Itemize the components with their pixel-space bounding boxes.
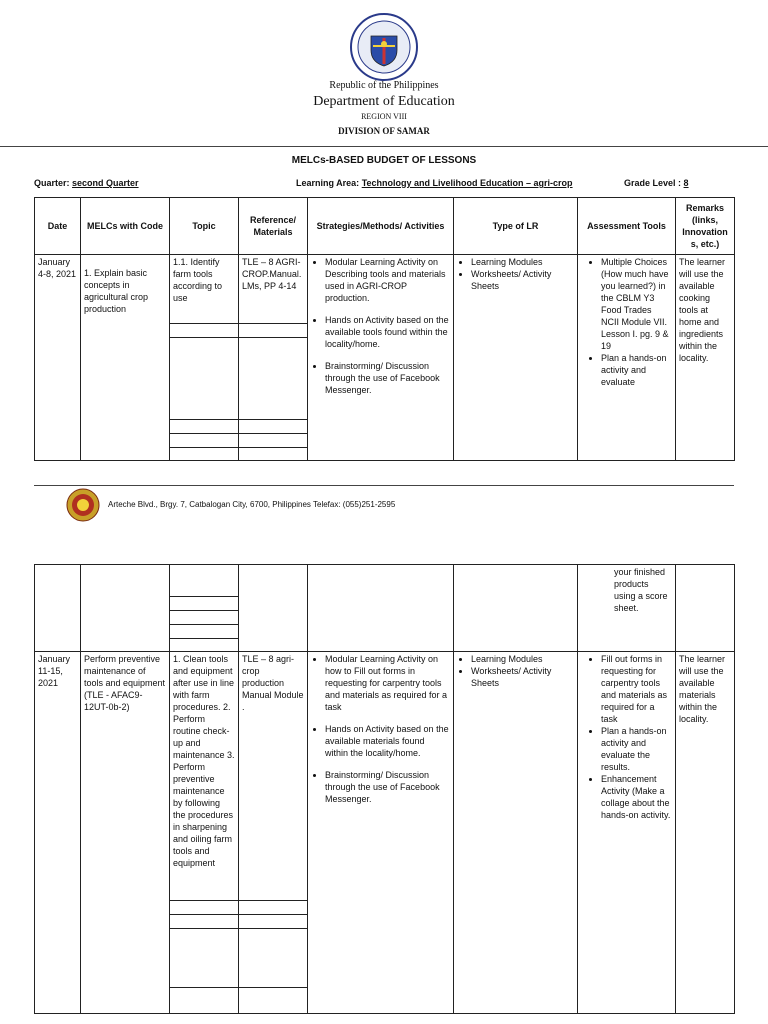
row1-reference-cell <box>239 255 308 461</box>
row2-remarks: The learner will use the available materials within the locality. <box>676 652 735 1014</box>
col-date: Date <box>35 198 81 255</box>
col-assessment: Assessment Tools <box>578 198 676 255</box>
footer-divider <box>34 485 734 486</box>
row1-melc: 1. Explain basic concepts in agricultural crop production <box>81 255 170 461</box>
row2-topic-cell <box>170 652 239 1014</box>
list-item: • Fill out forms in requesting for carpentry tools and materials as required for a task <box>601 653 672 725</box>
region-line: REGION VIII <box>361 112 407 121</box>
division-line: DIVISION OF SAMAR <box>338 126 430 136</box>
row1-topic: 1.1. Identify farm tools according to use <box>173 257 223 303</box>
table-row <box>35 652 735 1014</box>
grade-level-info: Grade Level : 8 <box>624 178 689 188</box>
list-item: • Learning Modules <box>471 256 574 268</box>
list-item: • Hands on Activity based on the available materials found within the locality/home. <box>325 723 450 759</box>
republic-line: Republic of the Philippines <box>329 80 439 91</box>
list-item: • Worksheets/ Activity Sheets <box>471 268 574 292</box>
col-remarks: Remarks (links, Innovation s, etc.) <box>676 198 735 255</box>
budget-table-page1 <box>34 197 735 461</box>
list-item: • Brainstorming/ Discussion through the use of Facebook Messenger. <box>325 360 450 396</box>
assessment-continued: your finished products using a score sheet. <box>578 565 676 652</box>
list-item: • Multiple Choices (How much have you learned?) in the CBLM Y3 Food Trades NCII Module VII. Lesson I. pg. 9 & 19 <box>601 256 672 352</box>
quarter-value: second Quarter <box>72 178 139 188</box>
row2-date: January 11-15, 2021 <box>35 652 81 1014</box>
col-reference: Reference/ Materials <box>239 198 308 255</box>
list-item: • Modular Learning Activity on Describing tools and materials used in AGRI-CROP production. <box>325 256 450 304</box>
list-item: • Plan a hands-on activity and evaluate <box>601 352 672 388</box>
list-item: • Plan a hands-on activity and evaluate the results. <box>601 725 672 773</box>
col-topic: Topic <box>170 198 239 255</box>
row1-reference: TLE – 8 AGRI-CROP.Manual. LMs, PP 4-14 <box>242 257 302 291</box>
col-melcs: MELCs with Code <box>81 198 170 255</box>
row1-type-lr <box>454 255 578 461</box>
table-row <box>35 255 735 461</box>
quarter-info: Quarter: second Quarter <box>34 178 139 188</box>
row2-reference-cell <box>239 652 308 1014</box>
list-item: • Brainstorming/ Discussion through the use of Facebook Messenger. <box>325 769 450 805</box>
division-logo-icon <box>66 488 100 522</box>
row2-assessment <box>578 652 676 1014</box>
col-strategies: Strategies/Methods/ Activities <box>308 198 454 255</box>
grade-level-value: 8 <box>683 178 689 188</box>
list-item: • Modular Learning Activity on how to Fill out forms in requesting for carpentry tools and materials as required for a task <box>325 653 450 713</box>
list-item: • Hands on Activity based on the available tools found within the locality/home. <box>325 314 450 350</box>
footer-address: Arteche Blvd., Brgy. 7, Catbalogan City, 6700, Philippines Telefax: (055)251-2595 <box>108 500 396 509</box>
doc-title: MELCs-BASED BUDGET OF LESSONS <box>291 155 477 166</box>
row2-strategies <box>308 652 454 1014</box>
col-type-lr: Type of LR <box>454 198 578 255</box>
list-item: • Learning Modules <box>471 653 574 665</box>
budget-table-page2 <box>34 564 735 1014</box>
row1-assessment <box>578 255 676 461</box>
deped-seal-icon <box>349 12 419 82</box>
row2-melc: Perform preventive maintenance of tools and equipment (TLE - AFAC9-12UT-0b-2) <box>81 652 170 1014</box>
row2-type-lr <box>454 652 578 1014</box>
learning-area-info: Learning Area: Technology and Livelihood Education – agri-crop <box>296 178 573 188</box>
row1-strategies <box>308 255 454 461</box>
header-divider <box>0 146 768 147</box>
table-row <box>35 565 735 652</box>
department-line: Department of Education <box>313 94 455 109</box>
row1-topic-cell <box>170 255 239 461</box>
learning-area-value: Technology and Livelihood Education – agri-crop <box>361 178 573 188</box>
list-item: • Worksheets/ Activity Sheets <box>471 665 574 689</box>
row2-topic: 1. Clean tools and equipment after use in line with farm procedures. 2. Perform routine check-up and maintenance 3. Perform preventive maintenance by following the procedures in sharpening and oiling farm tools and equipment <box>173 654 235 868</box>
row1-date: January 4-8, 2021 <box>35 255 81 461</box>
row2-reference: TLE – 8 agri-crop production Manual Module . <box>242 654 304 712</box>
row1-remarks: The learner will use the available cooking tools at home and ingredients within the locality. <box>676 255 735 461</box>
list-item: • Enhancement Activity (Make a collage about the hands-on activity. <box>601 773 672 821</box>
